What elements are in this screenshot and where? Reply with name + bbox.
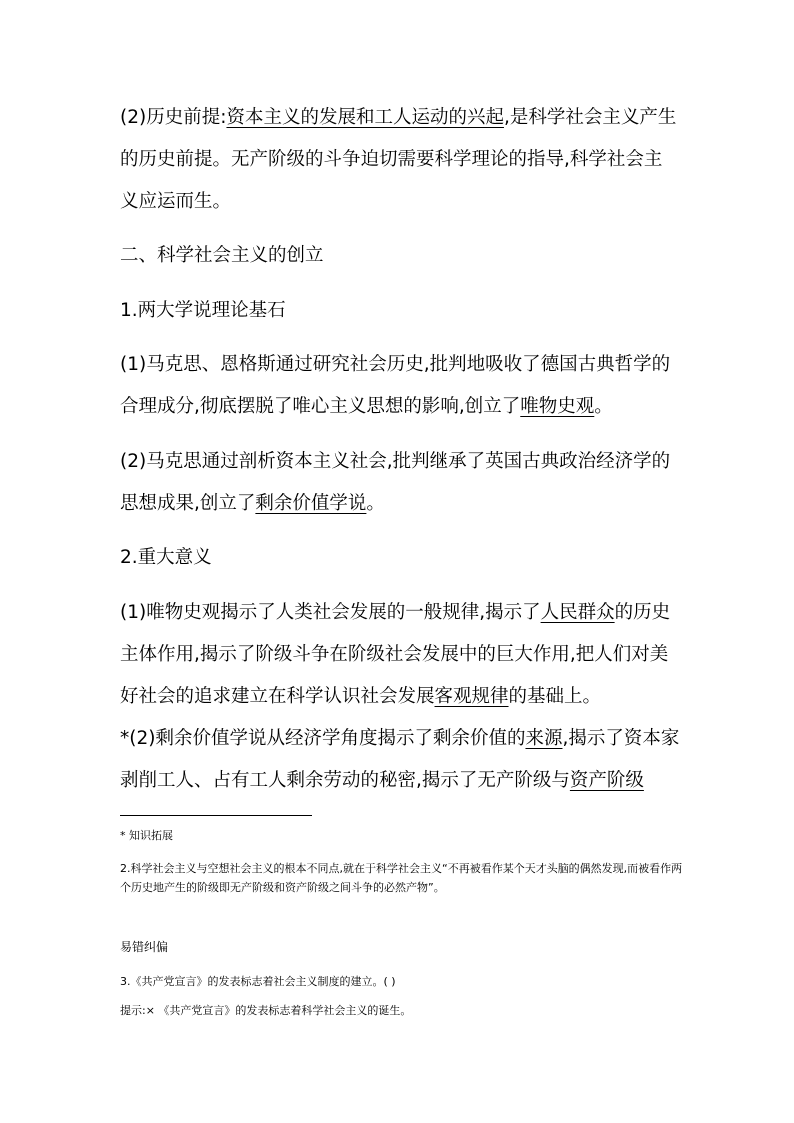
error-correction-title: 易错纠偏 bbox=[120, 940, 169, 954]
footnote-item-2: 2.科学社会主义与空想社会主义的根本不同点,就在于科学社会主义“不再被看作某个天才头脑的偶然发现,而被看作两个历史地产生的阶级即无产阶级和资产阶级之间斗争的必然产物”。 bbox=[120, 862, 683, 894]
text-span: 。 bbox=[366, 493, 385, 514]
paragraph-historical-premise bbox=[120, 97, 680, 223]
paragraph-significance-2 bbox=[120, 718, 680, 802]
text-span: (2)马克思通过剖析资本主义社会,批判继承了英国古典政治经济学的思想成果,创立了 bbox=[120, 451, 671, 514]
underlined-term: 客观规律 bbox=[434, 686, 509, 707]
paragraph-significance-1 bbox=[120, 592, 680, 718]
underlined-term: 人民群众 bbox=[540, 602, 615, 623]
footnote-item-3: 3.《共产党宣言》的发表标志着社会主义制度的建立。( ) bbox=[120, 975, 396, 988]
text-span: (2)历史前提: bbox=[120, 107, 227, 128]
text-span: ,是科学社会主义产生的历史前提。无产阶级的斗争迫切需要科学理论的指导,科学社会主义应运而生。 bbox=[120, 107, 677, 212]
text-span: (1)唯物史观揭示了人类社会发展的一般规律,揭示了 bbox=[120, 602, 541, 623]
text-span: 的历史主体作用,揭示了阶级斗争在阶级社会发展中的巨大作用,把人们对美好社会的追求建立在科学认识社会发展 bbox=[120, 602, 671, 707]
underlined-term: 来源 bbox=[525, 728, 563, 749]
paragraph-surplus-value bbox=[120, 441, 680, 525]
text-span: (1)马克思、恩格斯通过研究社会历史,批判地吸收了德国古典哲学的合理成分,彻底摆脱了唯心主义思想的影响,创立了 bbox=[120, 354, 671, 417]
text-span: 的基础上。 bbox=[508, 686, 602, 707]
underlined-term: 资本主义的发展和工人运动的兴起 bbox=[226, 107, 504, 128]
paragraph-historical-materialism bbox=[120, 344, 680, 428]
text-span: *(2)剩余价值学说从经济学角度揭示了剩余价值的 bbox=[120, 728, 526, 749]
footnote-marker: * 知识拓展 bbox=[120, 829, 173, 842]
footnote-divider bbox=[120, 815, 312, 816]
subsection-heading-2: 2.重大意义 bbox=[120, 547, 212, 568]
text-span: ,揭示了资本家剥削工人、占有工人剩余劳动的秘密,揭示了无产阶级与 bbox=[120, 728, 680, 791]
underlined-term: 剩余价值学说 bbox=[255, 493, 367, 514]
subsection-heading-1: 1.两大学说理论基石 bbox=[120, 300, 286, 321]
underlined-term: 资产阶级 bbox=[569, 770, 644, 791]
answer-hint: 提示:× 《共产党宣言》的发表标志着科学社会主义的诞生。 bbox=[120, 1004, 412, 1017]
underlined-term: 唯物史观 bbox=[520, 396, 595, 417]
section-heading: 二、科学社会主义的创立 bbox=[120, 245, 324, 266]
text-span: 。 bbox=[594, 396, 613, 417]
